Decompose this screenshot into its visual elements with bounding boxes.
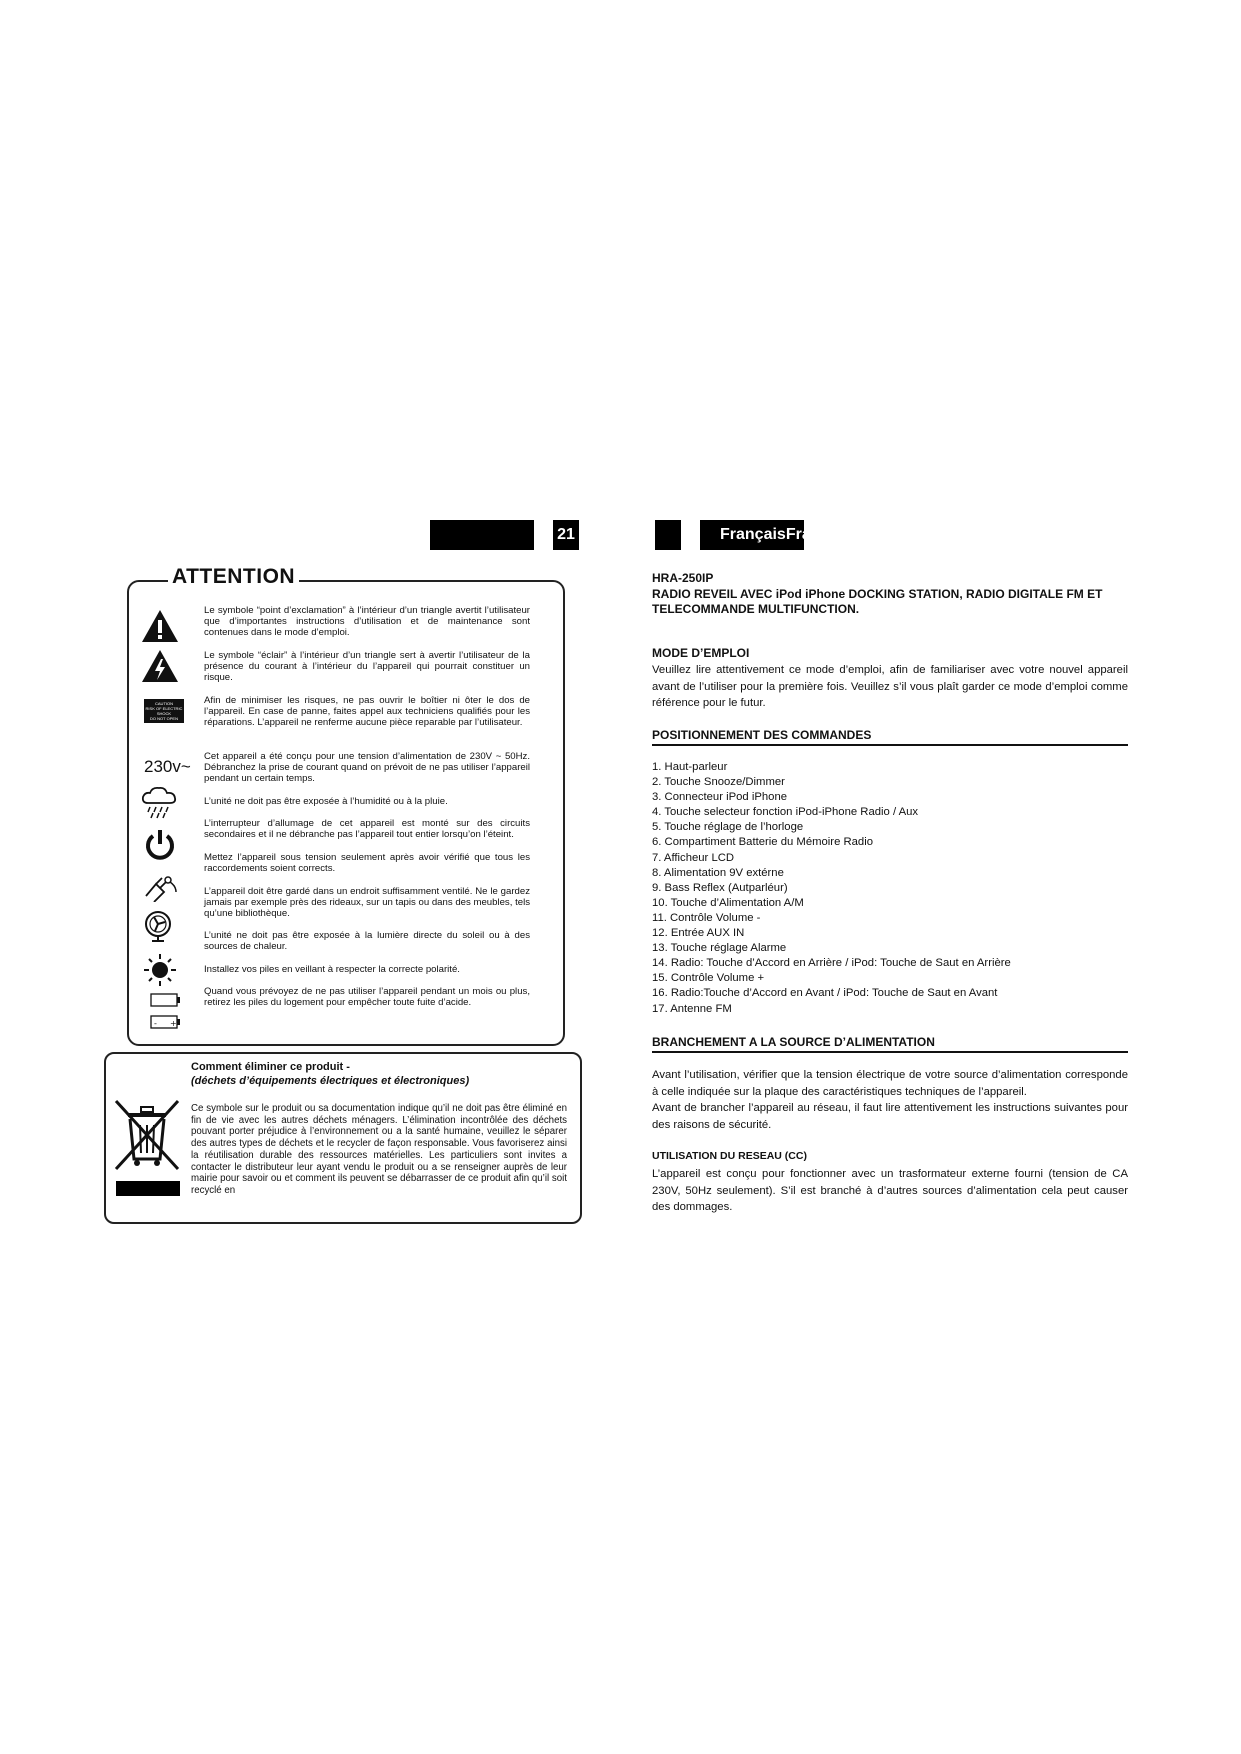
header-bar-square (655, 520, 681, 550)
mode-heading: MODE D’EMPLOI (652, 646, 750, 660)
network-heading: UTILISATION DU RESEAU (CC) (652, 1150, 807, 1162)
svg-text:+: + (170, 1019, 177, 1028)
attention-text-5: L’unité ne doit pas être exposée à l’humidité ou à la pluie. (204, 796, 448, 807)
list-item: 9. Bass Reflex (Autparléur) (652, 881, 788, 894)
caution-line-2: RISK OF ELECTRIC SHOCK (145, 706, 183, 716)
attention-text-7: Mettez l’appareil sous tension seulement après avoir vérifié que tous les raccordements soient corrects. (204, 852, 530, 874)
header-bar-left (430, 520, 534, 550)
rain-cloud-icon (140, 785, 180, 819)
battery-icon (150, 1014, 182, 1030)
product-title: RADIO REVEIL AVEC iPod iPhone DOCKING STATION, RADIO DIGITALE FM ET TELECOMMANDE MULTIFUNCTION. (652, 587, 1103, 616)
power-icon (140, 828, 180, 862)
power-rule (652, 1051, 1128, 1053)
attention-text-1: Le symbole “point d’exclamation” à l’intérieur d’un triangle avertit l’utilisateur que d’importantes instructions d’utilisation et de maintenance sont contenues dans le mode d’emploi. (204, 605, 530, 638)
caution-line-3: DO NOT OPEN (150, 716, 178, 721)
recycling-subtitle: (déchets d’équipements électriques et électroniques) (191, 1075, 470, 1087)
lightning-triangle-icon (140, 648, 180, 684)
voltage-icon: 230v~ (144, 757, 191, 776)
caution-line-1: CAUTION (155, 701, 173, 706)
attention-text-11: Quand vous prévoyez de ne pas utiliser l’appareil pendant un mois ou plus, retirez les piles du logement pour empêcher toute fuite d’acide. (204, 986, 530, 1008)
battery-polarity-icon (150, 992, 182, 1008)
list-item: 14. Radio: Touche d’Accord en Arrière / iPod: Touche de Saut en Arrière (652, 957, 1011, 970)
language-label: FrançaisFra (720, 526, 811, 543)
list-item: 1. Haut-parleur (652, 761, 728, 773)
ventilation-fan-icon (140, 908, 180, 944)
list-item: 7. Afficheur LCD (652, 851, 735, 864)
list-item: 17. Antenne FM (652, 1002, 732, 1015)
power-heading: BRANCHEMENT A LA SOURCE D’ALIMENTATION (652, 1035, 935, 1049)
crossed-bin-icon (110, 1097, 184, 1177)
sun-icon (140, 952, 180, 988)
list-item: 5. Touche réglage de l’horloge (652, 821, 804, 834)
svg-text:-: - (154, 1019, 157, 1028)
list-item: 4. Touche selecteur fonction iPod-iPhone Radio / Aux (652, 806, 919, 819)
network-text: L’appareil est conçu pour fonctionner avec un trasformateur externe fourni (tension de CA 230V, 50Hz seulement). S’il est branché à d’autres sources d’alimentation cela peut causer des dommages. (652, 1168, 1128, 1213)
list-item: 16. Radio:Touche d’Accord en Avant / iPod: Touche de Saut en Avant (652, 987, 998, 1000)
attention-text-9: L’unité ne doit pas être exposée à la lumière directe du soleil ou à des sources de chaleur. (204, 930, 530, 952)
attention-text-4: Cet appareil a été conçu pour une tension d’alimentation de 230V ~ 50Hz. Débranchez la prise de courant quand on prévoit de ne pas utiliser l’appareil pendant un certain temps. (204, 751, 530, 784)
attention-text-6: L’interrupteur d’allumage de cet appareil est monté sur des circuits secondaires et il ne débranche pas l’appareil tout entier lorsqu’on l’éteint. (204, 818, 530, 840)
attention-title: ATTENTION (168, 565, 299, 589)
attention-text-8: L’appareil doit être gardé dans un endroit suffisamment ventilé. Ne le gardez jamais par exemple près des rideaux, sur un tapis ou dans des meubles, tels qu’une bibliothèque. (204, 886, 530, 919)
caution-label-icon (144, 699, 184, 723)
list-item: 6. Compartiment Batterie du Mémoire Radio (652, 836, 874, 849)
attention-text-10: Installez vos piles en veillant à respecter la correcte polarité. (204, 964, 460, 975)
controls-rule (652, 744, 1128, 746)
list-item: 11. Contrôle Volume - (652, 911, 761, 924)
attention-text-2: Le symbole “éclair” à l’intérieur d’un triangle sert à avertir l’utilisateur de la présence du courant à l’intérieur du l’appareil qui pourrait constituer un risque. (204, 650, 530, 683)
controls-heading: POSITIONNEMENT DES COMMANDES (652, 728, 872, 742)
page-number: 21 (557, 526, 575, 543)
page-number-box (553, 520, 579, 550)
list-item: 2. Touche Snooze/Dimmer (652, 776, 785, 789)
list-item: 13. Touche réglage Alarme (652, 942, 787, 955)
language-bar (700, 520, 811, 550)
recycling-text: Ce symbole sur le produit ou sa documentation indique qu’il ne doit pas être éliminé en fin de vie avec les autres déchets ménagers. L’élimination incontrôlée des déchets pouvant porter préjudice à l’environnement ou a la santé humaine, veuillez le séparer des autres types de déchets et le recycler de façon responsable. Vous favoriserez ainsi la réutilisation durable des ressources matérielles. Les particuliers sont invites a contacter le distributeur leur ayant vendu le produit ou a se renseigner auprès de leur mairie pour savoir ou et comment ils peuvent se débarrasser de ce produit afin qu’il soit recyclé en (191, 1103, 567, 1196)
power-text-1: Avant l’utilisation, vérifier que la tension électrique de votre source d’alimentation corresponde à celle indiquée sur la plaque des caractéristiques techniques de l’appareil. (652, 1069, 1128, 1098)
controls-list (652, 760, 1128, 1017)
list-item: 15. Contrôle Volume + (652, 972, 765, 985)
mode-text: Veuillez lire attentivement ce mode d’emploi, afin de familiariser avec votre nouvel appareil avant de l’utiliser pour la première fois. Veuillez s’il vous plaît garder ce mode d’emploi comme référence pour le futur. (652, 664, 1128, 709)
recycling-title: Comment éliminer ce produit - (191, 1061, 350, 1073)
list-item: 12. Entrée AUX IN (652, 927, 745, 940)
attention-text-3: Afin de minimiser les risques, ne pas ouvrir le boîtier ni ôter le dos de l’appareil. En case de panne, faites appel aux techniciens qualifiés pour les réparations. L’appareil ne renferme aucune pièce reparable par l’utilisateur. (204, 695, 530, 728)
list-item: 8. Alimentation 9V extérne (652, 866, 784, 879)
power-text-2: Avant de brancher l’appareil au réseau, il faut lire attentivement les instructions suivantes pour des raisons de sécurité. (652, 1102, 1128, 1131)
bin-underline-bar (116, 1181, 180, 1196)
exclamation-triangle-icon (140, 608, 180, 644)
plug-icon (140, 868, 180, 902)
model-number: HRA-250IP (652, 571, 714, 585)
list-item: 3. Connecteur iPod iPhone (652, 791, 788, 804)
list-item: 10. Touche d’Alimentation A/M (652, 896, 804, 909)
